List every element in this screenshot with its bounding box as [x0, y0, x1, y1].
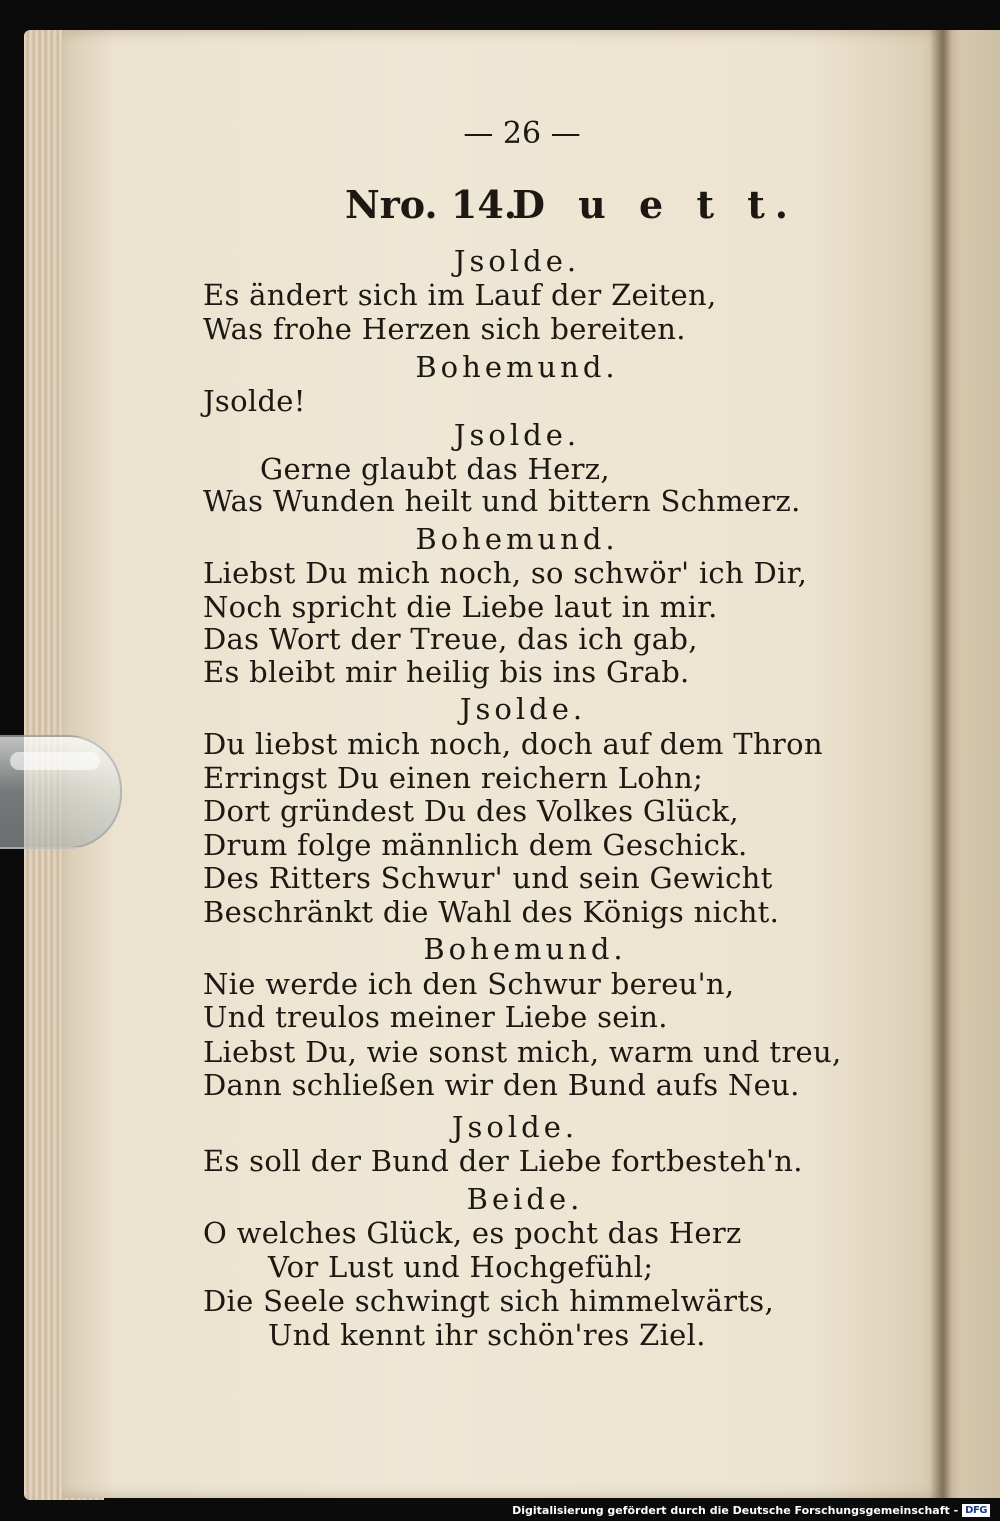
- page-clip-highlight: [10, 752, 100, 770]
- verse-line: Was frohe Herzen sich bereiten.: [203, 312, 686, 346]
- dfg-logo: DFG: [962, 1504, 990, 1517]
- verse-line: Dort gründest Du des Volkes Glück,: [203, 794, 739, 828]
- verse-line: Du liebst mich noch, doch auf dem Thron: [203, 727, 823, 761]
- verse-line: Und kennt ihr schön'res Ziel.: [268, 1318, 706, 1352]
- verse-line: Die Seele schwingt sich himmelwärts,: [203, 1284, 774, 1318]
- piece-number: Nro. 14.: [345, 182, 518, 227]
- verse-line: Das Wort der Treue, das ich gab,: [203, 622, 698, 656]
- verse-line: Liebst Du mich noch, so schwör' ich Dir,: [203, 556, 808, 590]
- verse-line: Es ändert sich im Lauf der Zeiten,: [203, 278, 717, 312]
- verse-line: Drum folge männlich dem Geschick.: [203, 828, 748, 862]
- verse-line: Es bleibt mir heilig bis ins Grab.: [203, 655, 690, 689]
- verse-line: Beschränkt die Wahl des Königs nicht.: [203, 895, 780, 929]
- verse-line: Und treulos meiner Liebe sein.: [203, 1000, 668, 1034]
- verse-line: Noch spricht die Liebe laut in mir.: [203, 590, 718, 624]
- verse-line: Es soll der Bund der Liebe fortbesteh'n.: [203, 1144, 803, 1178]
- verse-line: Dann schließen wir den Bund aufs Neu.: [203, 1068, 800, 1102]
- credit-text: Digitalisierung gefördert durch die Deutsche Forschungsgemeinschaft -: [512, 1503, 959, 1517]
- piece-title: D u e t t.: [512, 182, 799, 227]
- verse-line: Jsolde!: [203, 384, 306, 418]
- verse-line: Was Wunden heilt und bittern Schmerz.: [203, 484, 801, 518]
- digitization-credit: [512, 1501, 990, 1519]
- verse-line: Liebst Du, wie sonst mich, warm und treu,: [203, 1035, 842, 1069]
- verse-line: Erringst Du einen reichern Lohn;: [203, 761, 704, 795]
- gutter-shadow: [930, 30, 952, 1498]
- verse-line: Vor Lust und Hochgefühl;: [268, 1250, 654, 1284]
- verse-line: Des Ritters Schwur' und sein Gewicht: [203, 861, 773, 895]
- verse-line: O welches Glück, es pocht das Herz: [203, 1216, 742, 1250]
- verse-line: Gerne glaubt das Herz,: [260, 452, 610, 486]
- verse-line: Nie werde ich den Schwur bereu'n,: [203, 967, 735, 1001]
